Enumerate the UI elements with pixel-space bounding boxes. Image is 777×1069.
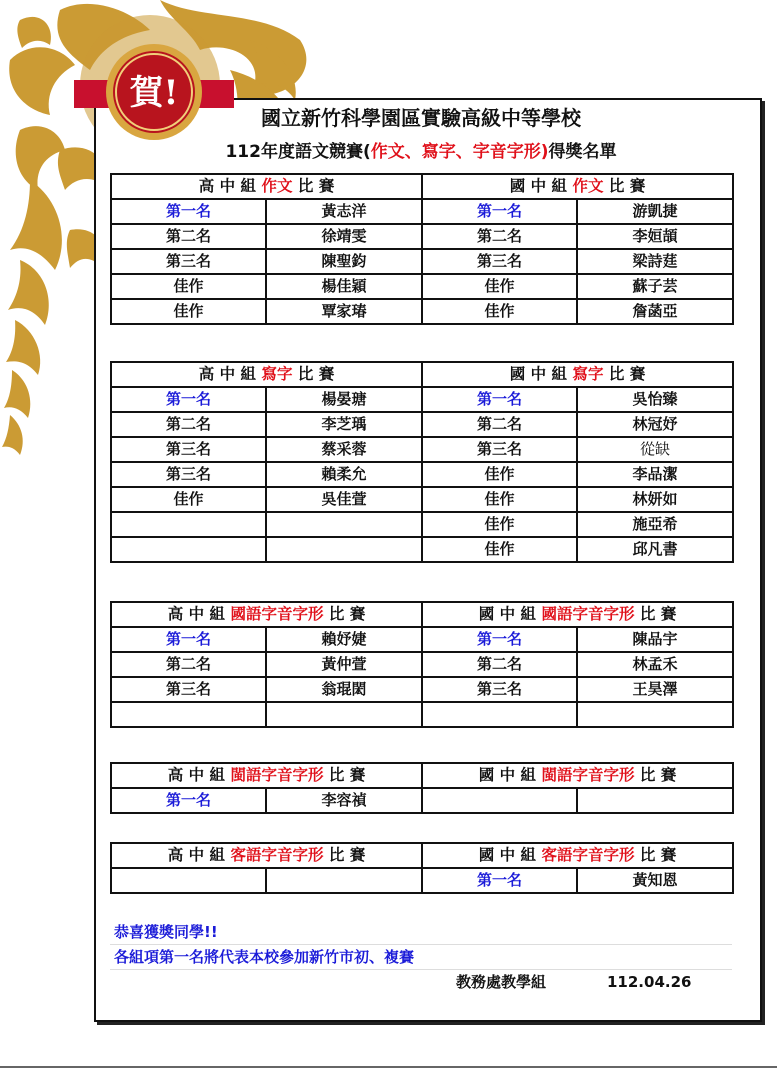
winner-cell: 吳佳萱	[266, 487, 422, 512]
section-header-right: 國 中 組 寫字 比 賽	[422, 362, 733, 387]
section-calligraphy-table	[110, 361, 734, 563]
table-row	[111, 387, 733, 412]
winner-cell: 王昊澤	[577, 677, 733, 702]
section-header-left: 高 中 組 寫字 比 賽	[111, 362, 422, 387]
table-row	[111, 677, 733, 702]
section-header-left: 高 中 組 作文 比 賽	[111, 174, 422, 199]
footer	[110, 920, 732, 994]
rank-cell: 第二名	[111, 224, 266, 249]
winner-cell: 賴柔允	[266, 462, 422, 487]
rank-cell	[111, 868, 266, 893]
section-header-right: 國 中 組 客語字音字形 比 賽	[422, 843, 733, 868]
winner-cell: 林冠妤	[577, 412, 733, 437]
winner-cell: 蘇子芸	[577, 274, 733, 299]
rank-cell: 第二名	[111, 652, 266, 677]
rank-cell: 第一名	[111, 788, 266, 813]
winner-cell: 楊晏瑭	[266, 387, 422, 412]
table-row	[111, 299, 733, 324]
rank-cell: 佳作	[111, 274, 266, 299]
section-header-right: 國 中 組 閩語字音字形 比 賽	[422, 763, 733, 788]
rank-cell	[422, 702, 577, 727]
winner-cell	[266, 512, 422, 537]
winner-cell	[266, 868, 422, 893]
page-subtitle: 112年度語文競賽(作文、寫字、字音字形)得獎名單	[225, 142, 617, 162]
notice-text: 各組項第一名將代表本校參加新竹市初、複賽	[110, 945, 732, 970]
page-title: 國立新竹科學園區實驗高級中等學校	[261, 106, 581, 130]
winner-cell: 徐靖雯	[266, 224, 422, 249]
winner-cell: 楊佳穎	[266, 274, 422, 299]
table-row	[111, 652, 733, 677]
section-header-right: 國 中 組 作文 比 賽	[422, 174, 733, 199]
winner-cell: 施亞希	[577, 512, 733, 537]
rank-cell	[422, 788, 577, 813]
table-row	[111, 788, 733, 813]
section-header-left: 高 中 組 國語字音字形 比 賽	[111, 602, 422, 627]
winner-cell: 林孟禾	[577, 652, 733, 677]
table-row	[111, 412, 733, 437]
rank-cell: 第三名	[111, 437, 266, 462]
rank-cell: 第一名	[422, 387, 577, 412]
rank-cell: 第一名	[422, 627, 577, 652]
section-minnan-pronunciation-table	[110, 762, 734, 814]
seal-text: 賀!	[129, 73, 179, 113]
rank-cell: 佳作	[422, 462, 577, 487]
table-row	[111, 868, 733, 893]
rank-cell: 第一名	[422, 199, 577, 224]
rank-cell: 佳作	[422, 274, 577, 299]
rank-cell: 第二名	[111, 412, 266, 437]
rank-cell: 第三名	[111, 462, 266, 487]
office-signature: 教務處教學組	[456, 973, 547, 991]
section-header-right: 國 中 組 國語字音字形 比 賽	[422, 602, 733, 627]
section-header-left: 高 中 組 客語字音字形 比 賽	[111, 843, 422, 868]
congratulations-text: 恭喜獲獎同學!!	[110, 920, 732, 945]
winner-cell: 覃家瑃	[266, 299, 422, 324]
rank-cell: 第二名	[422, 412, 577, 437]
rank-cell: 第一名	[111, 627, 266, 652]
section-hakka-pronunciation-table	[110, 842, 734, 894]
winner-cell: 李容禎	[266, 788, 422, 813]
winner-cell: 李品潔	[577, 462, 733, 487]
rank-cell: 第三名	[422, 677, 577, 702]
rank-cell: 第三名	[422, 437, 577, 462]
table-row	[111, 199, 733, 224]
winner-cell: 黃志洋	[266, 199, 422, 224]
section-header-left: 高 中 組 閩語字音字形 比 賽	[111, 763, 422, 788]
table-row	[111, 249, 733, 274]
rank-cell: 第三名	[422, 249, 577, 274]
winner-cell: 吳怡臻	[577, 387, 733, 412]
rank-cell: 第三名	[111, 249, 266, 274]
winner-cell: 詹菡亞	[577, 299, 733, 324]
rank-cell: 佳作	[111, 487, 266, 512]
table-row	[111, 437, 733, 462]
rank-cell	[111, 537, 266, 562]
rank-cell: 佳作	[422, 487, 577, 512]
table-row	[111, 224, 733, 249]
section-composition-table	[110, 173, 734, 325]
winner-cell: 賴妤婕	[266, 627, 422, 652]
table-row	[111, 512, 733, 537]
page-bottom-rule	[0, 1066, 777, 1068]
winner-cell	[577, 788, 733, 813]
rank-cell: 第一名	[111, 387, 266, 412]
table-row	[111, 274, 733, 299]
rank-cell: 佳作	[111, 299, 266, 324]
winner-cell: 蔡采蓉	[266, 437, 422, 462]
rank-cell: 佳作	[422, 512, 577, 537]
announcement-date: 112.04.26	[607, 973, 692, 991]
winner-cell: 李姮頡	[577, 224, 733, 249]
winner-cell: 陳品宇	[577, 627, 733, 652]
winner-cell: 邱凡書	[577, 537, 733, 562]
winner-cell: 從缺	[577, 437, 733, 462]
section-mandarin-pronunciation-table	[110, 601, 734, 728]
rank-cell: 佳作	[422, 299, 577, 324]
winner-cell	[266, 702, 422, 727]
table-row	[111, 487, 733, 512]
rank-cell: 第二名	[422, 224, 577, 249]
rank-cell: 第一名	[111, 199, 266, 224]
rank-cell: 佳作	[422, 537, 577, 562]
winner-cell: 黃知恩	[577, 868, 733, 893]
winner-cell: 林妍如	[577, 487, 733, 512]
winner-cell: 梁詩莛	[577, 249, 733, 274]
winner-cell	[577, 702, 733, 727]
table-row	[111, 537, 733, 562]
rank-cell	[111, 512, 266, 537]
winner-cell: 李芝瑀	[266, 412, 422, 437]
winner-cell: 翁琨閎	[266, 677, 422, 702]
winner-cell: 黃仲萱	[266, 652, 422, 677]
table-row	[111, 702, 733, 727]
rank-cell: 第二名	[422, 652, 577, 677]
rank-cell: 第一名	[422, 868, 577, 893]
congratulation-seal	[74, 40, 234, 140]
winner-cell	[266, 537, 422, 562]
winner-cell: 游凱捷	[577, 199, 733, 224]
table-row	[111, 462, 733, 487]
rank-cell: 第三名	[111, 677, 266, 702]
rank-cell	[111, 702, 266, 727]
table-row	[111, 627, 733, 652]
winner-cell: 陳聖鈞	[266, 249, 422, 274]
